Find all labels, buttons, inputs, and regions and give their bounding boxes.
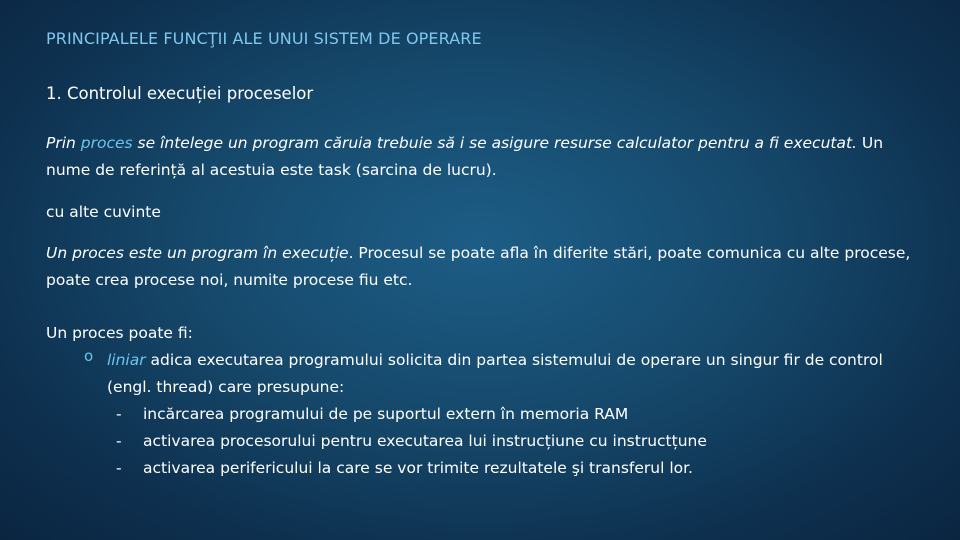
definition-text-end: se întelege un program căruia trebuie să i se asigure resurse calculator pentru a fi executat. <box>132 134 857 152</box>
sub-item <box>116 401 628 428</box>
bullet-item-text: adica executarea programului solicita din partea sistemului de operare un singur fir de control (engl. thread) care presupune: <box>107 351 883 396</box>
sub-item-text: activarea perifericului la care se vor trimite rezultatele şi transferul lor. <box>143 459 693 477</box>
sub-item-text: incărcarea programului de pe suportul extern în memoria RAM <box>143 405 629 423</box>
bullet-item-liniar <box>107 347 917 401</box>
dash-marker: - <box>116 432 122 450</box>
sub-item-text: activarea procesorului pentru executarea lui instrucțiune cu instructțune <box>143 432 707 450</box>
process-description-paragraph <box>46 240 916 294</box>
definition-text-start: Prin <box>46 134 81 152</box>
sub-item <box>116 428 707 455</box>
process-description-text: . Procesul se poate afla în diferite stări, poate comunica cu alte procese, poate crea procese noi, numite procese fiu etc. <box>46 244 911 289</box>
section-heading: 1. Controlul execuției proceselor <box>46 84 314 103</box>
term-proces: proces <box>80 134 133 152</box>
bullet-marker: o <box>84 347 94 365</box>
term-liniar: liniar <box>107 351 146 369</box>
definition-paragraph <box>46 130 916 184</box>
process-types-intro: Un proces poate fi: <box>46 324 193 342</box>
process-definition-italic: Un proces este un program în execuție <box>46 244 349 262</box>
dash-marker: - <box>116 459 122 477</box>
task-note: Un nume de referință al acestuia este task (sarcina de lucru). <box>46 134 884 179</box>
sub-item <box>116 455 693 482</box>
dash-marker: - <box>116 405 122 423</box>
slide-title: PRINCIPALELE FUNCŢII ALE UNUI SISTEM DE OPERARE <box>46 29 482 48</box>
other-words-paragraph: cu alte cuvinte <box>46 203 161 221</box>
